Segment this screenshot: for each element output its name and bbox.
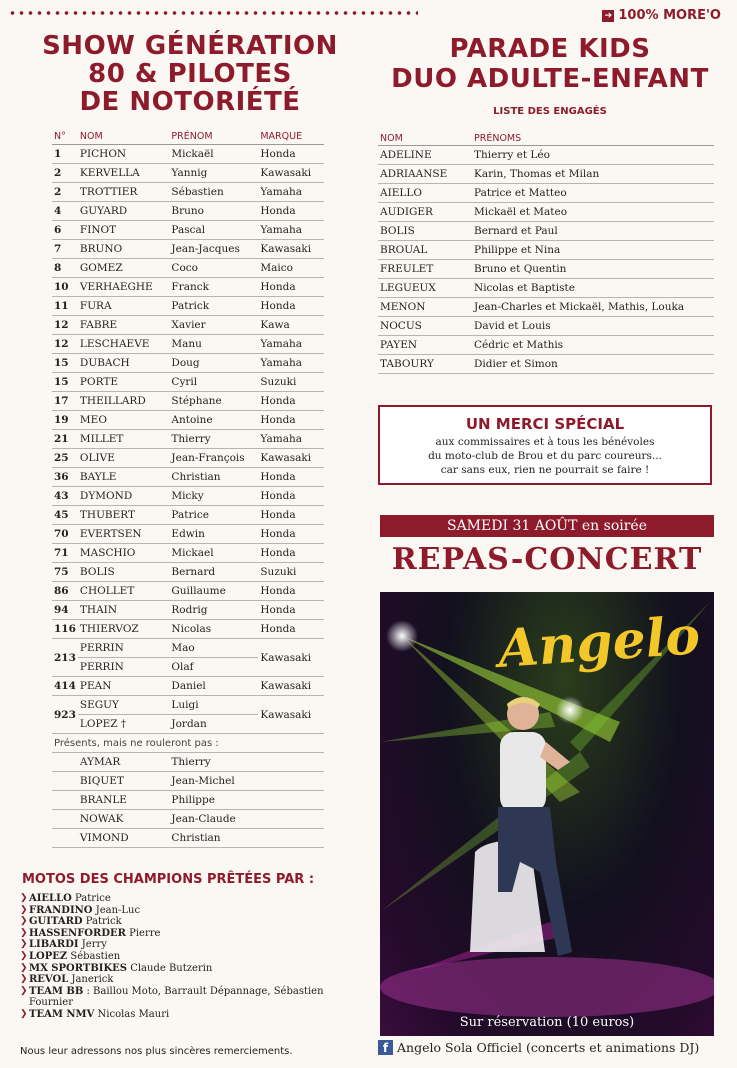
table-row: 45 THUBERT Patrice Honda: [52, 506, 324, 525]
table-row: 15 PORTE Cyril Suzuki: [52, 373, 324, 392]
table-row: 12 FABRE Xavier Kawa: [52, 316, 324, 335]
table-row: NOWAK Jean-Claude: [52, 810, 324, 829]
table-row: BROUAL Philippe et Nina: [378, 241, 714, 260]
table-row: BOLIS Bernard et Paul: [378, 222, 714, 241]
table-row: BRANLE Philippe: [52, 791, 324, 810]
table-row: 19 MEO Antoine Honda: [52, 411, 324, 430]
dotted-rule: [8, 10, 418, 16]
list-item: ❯ LIBARDI Jerry: [20, 939, 350, 951]
thanks-box: [378, 405, 712, 485]
table-row: 8 GOMEZ Coco Maico: [52, 259, 324, 278]
table-row: 94 THAIN Rodrig Honda: [52, 601, 324, 620]
table-row: PAYEN Cédric et Mathis: [378, 336, 714, 355]
table-header: N° NOM PRÉNOM MARQUE: [52, 128, 324, 145]
table-row: 1 PICHON Mickaël Honda: [52, 145, 324, 164]
table-row: AIELLO Patrice et Matteo: [378, 184, 714, 203]
list-item: ❯ GUITARD Patrick: [20, 916, 350, 928]
list-item: ❯ FRANDINO Jean-Luc: [20, 905, 350, 917]
table-row: LOPEZ † Jordan: [52, 715, 324, 734]
parade-table: [378, 131, 714, 374]
table-row: 4 GUYARD Bruno Honda: [52, 202, 324, 221]
table-row: FREULET Bruno et Quentin: [378, 260, 714, 279]
parade-title: PARADE KIDS DUO ADULTE-ENFANT: [391, 34, 709, 94]
thanks-text: aux commissaires et à tous les bénévoles du moto-club de Brou et du parc coureurs... car sans eux, rien ne pourrait se faire !: [428, 436, 662, 476]
table-row: AYMAR Thierry: [52, 753, 324, 772]
table-row: 2 KERVELLA Yannig Kawasaki: [52, 164, 324, 183]
table-row: 12 LESCHAEVE Manu Yamaha: [52, 335, 324, 354]
rider-table: [52, 128, 324, 848]
table-row: 2 TROTTIER Sébastien Yamaha: [52, 183, 324, 202]
table-row: 116 THIERVOZ Nicolas Honda: [52, 620, 324, 639]
table-row: 75 BOLIS Bernard Suzuki: [52, 563, 324, 582]
table-row: 21 MILLET Thierry Yamaha: [52, 430, 324, 449]
table-row: Présents, mais ne rouleront pas :: [52, 734, 324, 753]
list-item: ❯ HASSENFORDER Pierre: [20, 928, 350, 940]
table-row: 923 SEGUY Luigi Kawasaki: [52, 696, 324, 715]
table-row: ADRIAANSE Karin, Thomas et Milan: [378, 165, 714, 184]
table-row: 213 PERRIN Mao Kawasaki: [52, 639, 324, 658]
facebook-link[interactable]: f Angelo Sola Officiel (concerts et animations DJ): [378, 1040, 699, 1055]
arrow-right-icon: ➔: [602, 10, 614, 22]
table-row: 10 VERHAEGHE Franck Honda: [52, 278, 324, 297]
table-row: 43 DYMOND Micky Honda: [52, 487, 324, 506]
table-row: 7 BRUNO Jean-Jacques Kawasaki: [52, 240, 324, 259]
table-row: 6 FINOT Pascal Yamaha: [52, 221, 324, 240]
section-tagline: ➔ 100% MORE'O: [602, 8, 721, 23]
thanks-title: UN MERCI SPÉCIAL: [465, 415, 625, 433]
show-title: SHOW GÉNÉRATION 80 & PILOTES DE NOTORIÉTÉ: [42, 31, 338, 117]
table-row: PERRIN Olaf: [52, 658, 324, 677]
table-row: 414 PEAN Daniel Kawasaki: [52, 677, 324, 696]
table-row: 71 MASCHIO Mickael Honda: [52, 544, 324, 563]
table-row: TABOURY Didier et Simon: [378, 355, 714, 374]
list-item: ❯ TEAM BB : Baillou Moto, Barrault Dépannage, Sébastien Fournier: [20, 986, 350, 1009]
table-row: 25 OLIVE Jean-François Kawasaki: [52, 449, 324, 468]
list-item: ❯ LOPEZ Sébastien: [20, 951, 350, 963]
table-row: MENON Jean-Charles et Mickaël, Mathis, Louka: [378, 298, 714, 317]
table-row: 70 EVERTSEN Edwin Honda: [52, 525, 324, 544]
table-row: BIQUET Jean-Michel: [52, 772, 324, 791]
motos-title: MOTOS DES CHAMPIONS PRÊTÉES PAR :: [22, 872, 315, 887]
concert-poster: [380, 592, 714, 1036]
parade-subtitle: LISTE DES ENGAGÉS: [493, 106, 607, 117]
table-row: NOCUS David et Louis: [378, 317, 714, 336]
thanks-line: Nous leur adressons nos plus sincères remerciements.: [20, 1046, 293, 1057]
table-row: 15 DUBACH Doug Yamaha: [52, 354, 324, 373]
table-row: ADELINE Thierry et Léo: [378, 146, 714, 165]
list-item: ❯ TEAM NMV Nicolas Mauri: [20, 1009, 350, 1021]
table-row: LEGUEUX Nicolas et Baptiste: [378, 279, 714, 298]
table-header: NOM PRÉNOMS: [378, 131, 714, 146]
table-row: 11 FURA Patrick Honda: [52, 297, 324, 316]
table-row: 17 THEILLARD Stéphane Honda: [52, 392, 324, 411]
concert-title: REPAS-CONCERT: [391, 542, 703, 577]
artist-name: Angelo: [496, 605, 702, 680]
table-row: 36 BAYLE Christian Honda: [52, 468, 324, 487]
lenders-list: [20, 893, 350, 1021]
event-date: SAMEDI 31 AOÛT en soirée: [380, 515, 714, 537]
list-item: ❯ REVOL Janerick: [20, 974, 350, 986]
list-item: ❯ AIELLO Patrice: [20, 893, 350, 905]
table-row: VIMOND Christian: [52, 829, 324, 848]
reservation-info: Sur réservation (10 euros): [459, 1015, 635, 1030]
list-item: ❯ MX SPORTBIKES Claude Butzerin: [20, 963, 350, 975]
table-row: 86 CHOLLET Guillaume Honda: [52, 582, 324, 601]
table-row: AUDIGER Mickaël et Mateo: [378, 203, 714, 222]
facebook-icon: f: [378, 1040, 393, 1055]
